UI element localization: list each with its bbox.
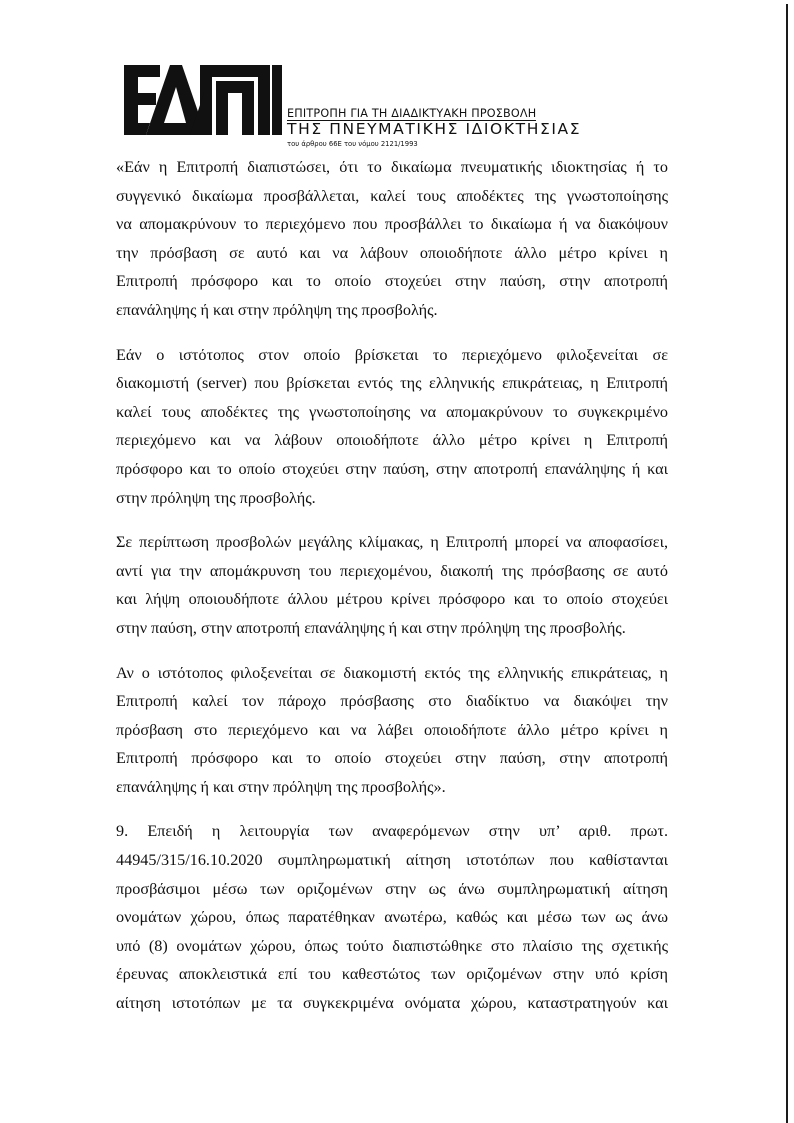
edpp-logo-icon <box>124 63 282 135</box>
paragraph-quote-4 <box>116 659 668 802</box>
text-line: και λήψη οποιουδήποτε άλλου μέτρου κρίνει πρόσφορο και το οποίο στοχεύει <box>116 590 668 609</box>
text-line: «Εάν η Επιτροπή διαπιστώσει, ότι το δικαίωμα πνευματικής ιδιοκτησίας ή το <box>116 158 668 176</box>
text-line: συγγενικό δικαίωμα προσβάλλεται, καλεί τους αποδέκτες της γνωστοποίησης <box>116 186 668 205</box>
paragraph-quote-3 <box>116 528 668 642</box>
text-line: Σε περίπτωση προσβολών μεγάλης κλίμακας, η Επιτροπή μπορεί να αποφασίσει, <box>116 533 668 552</box>
text-line: Επιτροπή πρόσφορο και το οποίο στοχεύει στην παύση, στην αποτροπή <box>116 272 668 291</box>
text-line: Επιτροπή καλεί τον πάροχο πρόσβασης στο διαδίκτυο να διακόψει την <box>116 692 668 711</box>
text-line: επανάληψης ή και στην πρόληψη της προσβολής». <box>116 777 446 796</box>
text-line: προσβάσιμοι μέσω των οριζομένων στην ως άνω συμπληρωματική αίτηση <box>116 879 668 898</box>
text-line: Αν ο ιστότοπος φιλοξενείται σε διακομιστή εκτός της ελληνικής επικράτειας, η <box>116 663 668 682</box>
text-line: ονομάτων χώρου, όπως παρατέθηκαν ανωτέρω, καθώς και μέσω των ως άνω <box>116 908 668 927</box>
text-line: στην παύση, στην αποτροπή επανάληψης ή και στην πρόληψη της προσβολής. <box>116 618 626 637</box>
text-line: Επιτροπή πρόσφορο και το οποίο στοχεύει στην παύση, στην αποτροπή <box>116 749 668 768</box>
paragraph-item-9 <box>116 817 668 1017</box>
organization-name <box>287 102 581 149</box>
text-line: περιεχόμενο και να λάβουν οποιοδήποτε άλλο μέτρο κρίνει η Επιτροπή <box>116 431 668 450</box>
text-line: την πρόσβαση σε αυτό και να λάβουν οποιοδήποτε άλλο μέτρο κρίνει η <box>116 243 668 262</box>
org-name-line1: ΕΠΙΤΡΟΠΗ ΓΙΑ ΤΗ ΔΙΑΔΙΚΤΥΑΚΗ ΠΡΟΣΒΟΛΗ <box>287 107 537 120</box>
paragraph-quote-2 <box>116 341 668 513</box>
text-line: υπό (8) ονομάτων χώρου, όπως τούτο διαπιστώθηκε στο πλαίσιο της σχετικής <box>116 936 668 955</box>
paragraph-quote-1 <box>116 153 668 325</box>
text-line: διακομιστή (server) που βρίσκεται εντός της ελληνικής επικράτειας, η Επιτροπή <box>116 374 668 393</box>
page-edge-line <box>786 4 788 1123</box>
document-body <box>116 153 668 1034</box>
text-line: αίτηση ιστοτόπων με τα συγκεκριμένα ονόματα χώρου, καταστρατηγούν και <box>116 994 668 1013</box>
text-line: στην πρόληψη της προσβολής. <box>116 488 316 507</box>
letterhead <box>124 63 582 148</box>
text-line: πρόσφορο και το οποίο στοχεύει στην παύση, στην αποτροπή επανάληψης ή και <box>116 459 668 478</box>
text-line: να απομακρύνουν το περιεχόμενο που προσβάλλει το δικαίωμα ή να διακόψουν <box>116 215 668 234</box>
text-line: έρευνας αποκλειστικά επί του καθεστώτος των οριζομένων στην υπό κρίση <box>116 965 668 984</box>
text-line: 44945/315/16.10.2020 συμπληρωματική αίτηση ιστοτόπων που καθίστανται <box>116 851 668 870</box>
org-name-line2: ΤΗΣ ΠΝΕΥΜΑΤΙΚΗΣ ΙΔΙΟΚΤΗΣΙΑΣ <box>287 120 582 138</box>
text-line: 9. Επειδή η λειτουργία των αναφερόμενων στην υπ’ αριθ. πρωτ. <box>116 822 668 841</box>
text-line: πρόσβαση στο περιεχόμενο και να λάβει οποιοδήποτε άλλο μέτρο κρίνει η <box>116 720 668 739</box>
legal-basis-note: του άρθρου 66Ε του νόμου 2121/1993 <box>287 140 418 148</box>
text-line: αντί για την απομάκρυνση του περιεχομένου, διακοπή της πρόσβασης σε αυτό <box>116 561 668 580</box>
text-line: Εάν ο ιστότοπος στον οποίο βρίσκεται το περιεχόμενο φιλοξενείται σε <box>116 345 668 364</box>
text-line: επανάληψης ή και στην πρόληψη της προσβολής. <box>116 300 438 319</box>
text-line: καλεί τους αποδέκτες της γνωστοποίησης να απομακρύνουν το συγκεκριμένο <box>116 402 668 421</box>
